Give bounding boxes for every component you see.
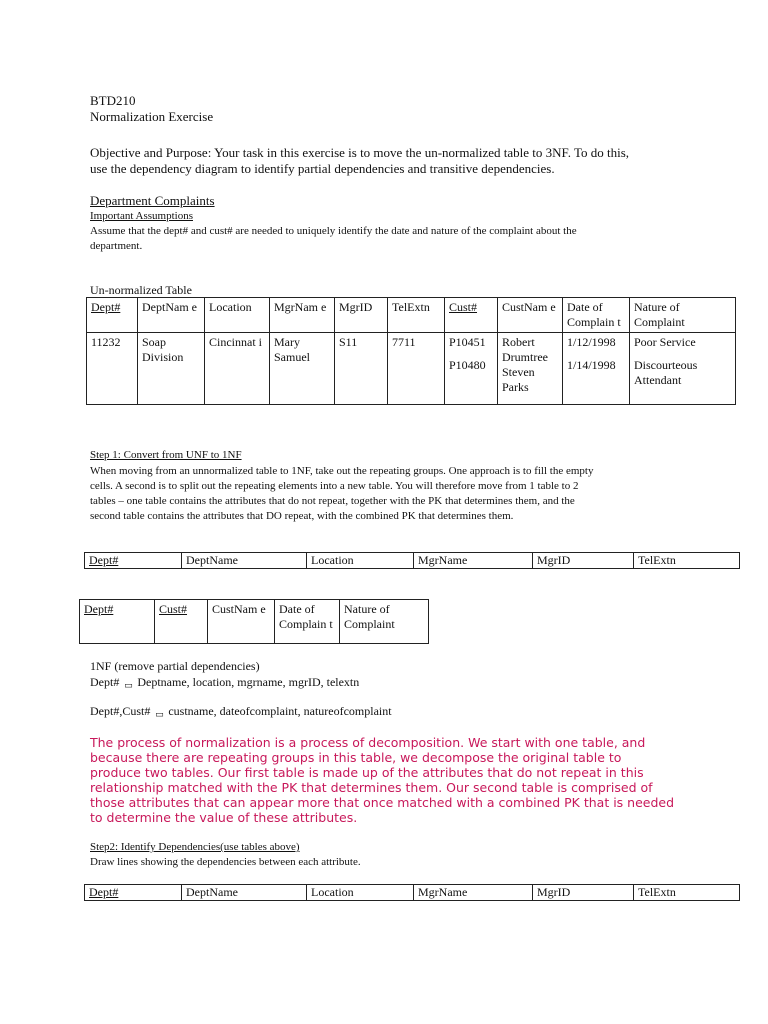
header-cell: Dept# (85, 885, 182, 901)
note-line-5: those attributes that can appear more that once matched with a combined PK that is needed (90, 795, 675, 810)
header-cell: Dept# (87, 298, 138, 333)
step1-line-4: second table contains the attributes that DO repeat, with the combined PK that determines them. (90, 510, 514, 522)
step2-title: Step2: Identify Dependencies(use tables above) (90, 841, 300, 853)
dept-table (84, 552, 740, 569)
table-header-row (85, 885, 740, 901)
unnormalized-table (86, 297, 736, 405)
cell-custname (498, 333, 563, 405)
cell-cust (445, 333, 498, 405)
cell-nature (630, 333, 736, 405)
assumptions-line-2: department. (90, 240, 143, 252)
note-line-6: to determine the value of these attributes. (90, 810, 358, 825)
header-cell: MgrName (414, 885, 533, 901)
note-line-4: relationship matched with the PK that determines them. Our second table is comprised of (90, 780, 653, 795)
course-code: BTD210 (90, 93, 136, 108)
nature-value-2: Discourteous Attendant (634, 358, 698, 387)
table-row (87, 333, 736, 405)
header-cell: DeptNam e (138, 298, 205, 333)
objective-line-1: Objective and Purpose: Your task in this exercise is to move the un-normalized table to 3NF. To do this, (90, 145, 630, 160)
header-cell: TelExtn (634, 553, 740, 569)
unf-caption: Un-normalized Table (90, 283, 192, 297)
cell-date (563, 333, 630, 405)
step1-line-2: cells. A second is to split out the repeating elements into a new table. You will therefore move from 1 table to 2 (90, 480, 579, 492)
dependency-2-left: Dept#,Cust# (90, 704, 151, 718)
cell-mgrname: Mary Samuel (270, 333, 335, 405)
header-cell: Location (307, 553, 414, 569)
table-header-row (85, 553, 740, 569)
header-cell: MgrID (533, 885, 634, 901)
cell-deptname: Soap Division (138, 333, 205, 405)
header-cell: Cust# (155, 600, 208, 644)
cell-dept: 11232 (87, 333, 138, 405)
header-cell: Location (205, 298, 270, 333)
header-cell: Nature of Complaint (630, 298, 736, 333)
cell-location: Cincinnat i (205, 333, 270, 405)
document-title: Normalization Exercise (90, 109, 214, 124)
note-line-2: because there are repeating groups in this table, we decompose the original table to (90, 750, 622, 765)
header-cell: CustNam e (208, 600, 275, 644)
dependency-2 (90, 704, 392, 722)
header-cell: CustNam e (498, 298, 563, 333)
custname-value-1: Robert Drumtree (502, 335, 548, 364)
date-value-2: 1/14/1998 (567, 358, 616, 372)
arrow-icon: ▭ (155, 709, 164, 719)
table-header-row (87, 298, 736, 333)
header-cell: MgrNam e (270, 298, 335, 333)
header-cell: Cust# (445, 298, 498, 333)
cust-value-2: P10480 (449, 358, 486, 372)
header-cell: DeptName (182, 553, 307, 569)
step1-line-1: When moving from an unnormalized table to 1NF, take out the repeating groups. One approach is to fill the empty (90, 465, 594, 477)
date-value-1: 1/12/1998 (567, 335, 616, 349)
header-cell: Dept# (85, 553, 182, 569)
dept-table-dependencies (84, 884, 740, 901)
objective-line-2: use the dependency diagram to identify partial dependencies and transitive dependencies. (90, 161, 555, 176)
header-cell: Date of Complain t (275, 600, 340, 644)
onenf-heading: 1NF (remove partial dependencies) (90, 659, 260, 673)
assumptions-line-1: Assume that the dept# and cust# are needed to uniquely identify the date and nature of the complaint about the (90, 225, 577, 237)
note-line-3: produce two tables. Our first table is made up of the attributes that do not repeat in this (90, 765, 644, 780)
arrow-icon: ▭ (124, 680, 133, 690)
step1-line-3: tables – one table contains the attributes that do not repeat, together with the PK that determines them, and the (90, 495, 575, 507)
header-cell: Dept# (80, 600, 155, 644)
dependency-2-right: custname, dateofcomplaint, natureofcomplaint (168, 704, 392, 718)
assumptions-heading: Important Assumptions (90, 210, 193, 222)
dependency-1 (90, 675, 359, 693)
header-cell: TelExtn (634, 885, 740, 901)
step1-title: Step 1: Convert from UNF to 1NF (90, 449, 242, 461)
header-cell: TelExtn (388, 298, 445, 333)
cust-value-1: P10451 (449, 335, 486, 349)
header-cell: Nature of Complaint (340, 600, 429, 644)
header-cell: MgrID (533, 553, 634, 569)
cell-mgrid: S11 (335, 333, 388, 405)
header-cell: Date of Complain t (563, 298, 630, 333)
header-cell: Location (307, 885, 414, 901)
nature-value-1: Poor Service (634, 335, 696, 349)
dependency-1-left: Dept# (90, 675, 120, 689)
table-header-row (80, 600, 429, 644)
note-line-1: The process of normalization is a process of decomposition. We start with one table, and (90, 735, 646, 750)
step2-instruction: Draw lines showing the dependencies between each attribute. (90, 856, 361, 868)
complaint-table (79, 599, 429, 644)
custname-value-2: Steven Parks (502, 365, 535, 394)
header-cell: MgrName (414, 553, 533, 569)
dependency-1-right: Deptname, location, mgrname, mgrID, telextn (137, 675, 360, 689)
header-cell: DeptName (182, 885, 307, 901)
cell-telextn: 7711 (388, 333, 445, 405)
section-title: Department Complaints (90, 193, 215, 208)
header-cell: MgrID (335, 298, 388, 333)
